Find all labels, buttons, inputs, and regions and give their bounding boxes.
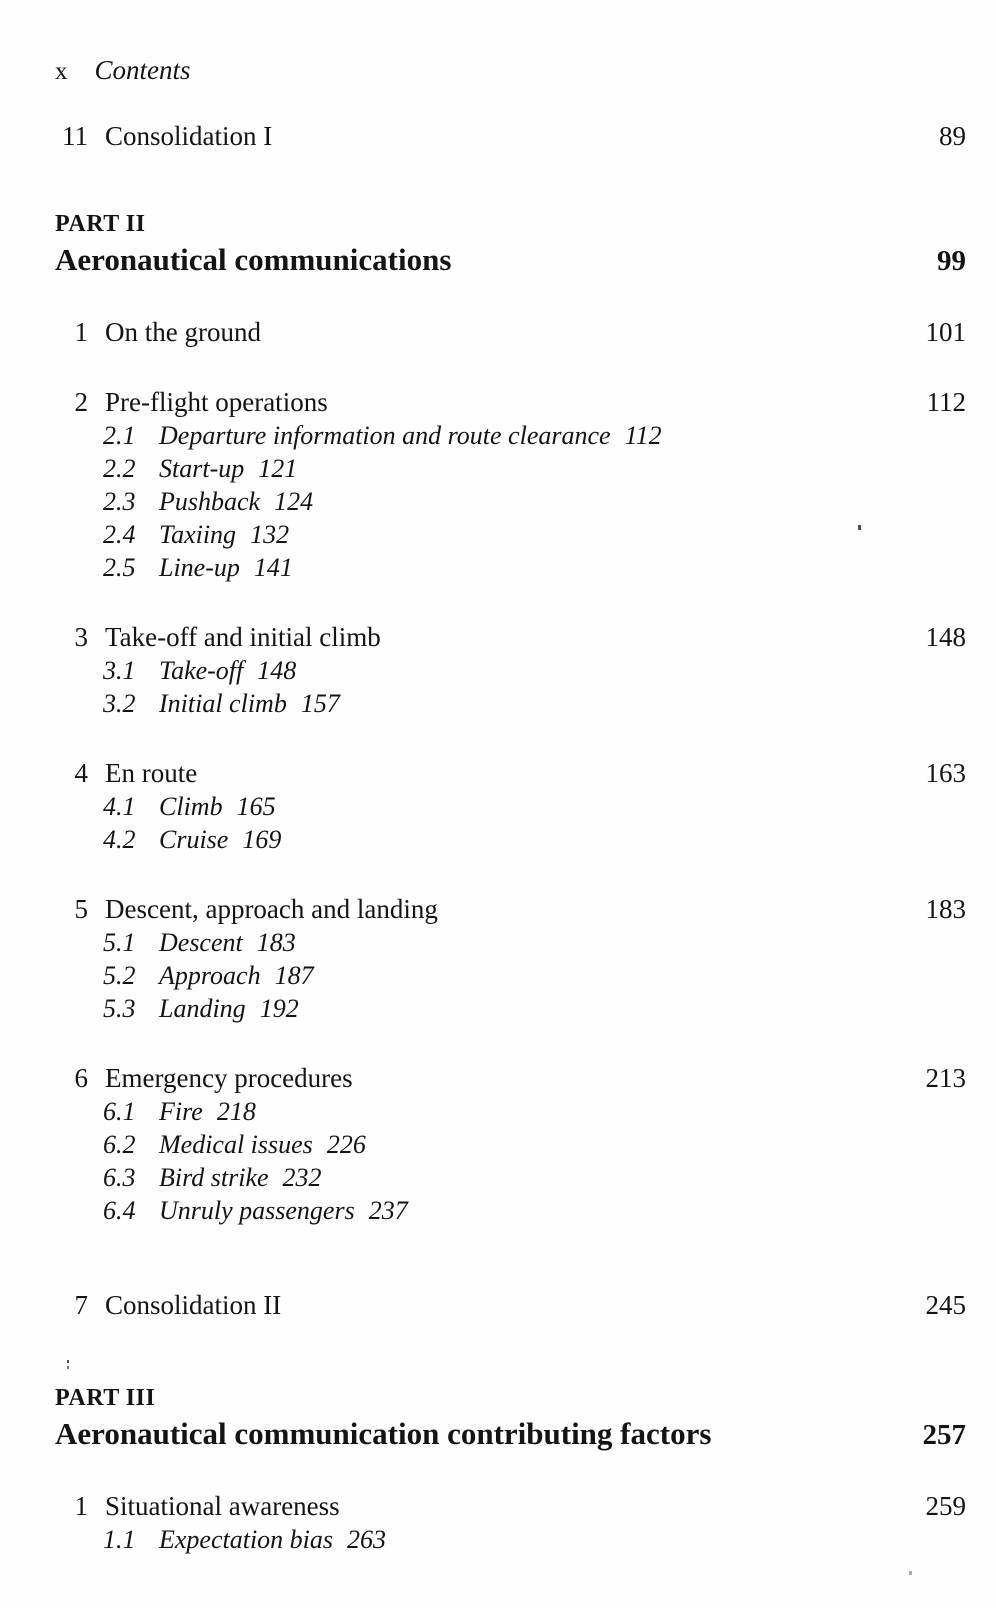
chapter-entry xyxy=(55,893,966,1025)
chapter-page-number: 112 xyxy=(926,387,966,417)
part-label: PART II xyxy=(55,211,146,237)
chapter-row xyxy=(55,893,966,926)
chapter-title: On the ground xyxy=(105,317,261,347)
subsection-page-number: 192 xyxy=(259,994,299,1023)
subsection-entry xyxy=(55,654,966,687)
chapter-entry xyxy=(55,1062,966,1227)
subsection-entry xyxy=(55,1095,966,1128)
chapter-page-number: 213 xyxy=(925,1063,966,1093)
subsection-page-number: 218 xyxy=(216,1097,256,1126)
chapter-entry xyxy=(55,1490,966,1556)
chapter-page-number: 183 xyxy=(925,894,966,924)
subsection-number: 6.1 xyxy=(103,1097,136,1126)
subsection-title: Pushback xyxy=(159,487,261,516)
subsection-page-number: 148 xyxy=(257,656,297,685)
subsection-title: Climb xyxy=(159,792,223,821)
running-header-title: Contents xyxy=(94,55,191,85)
chapter-row xyxy=(55,1490,966,1523)
subsection-title: Medical issues xyxy=(159,1130,313,1159)
subsection-entry xyxy=(55,687,966,720)
subsection-title: Line-up xyxy=(159,553,240,582)
subsection-page-number: 121 xyxy=(258,454,298,483)
subsection-page-number: 183 xyxy=(256,928,296,957)
chapter-title: Descent, approach and landing xyxy=(105,894,438,924)
chapter-title: Situational awareness xyxy=(105,1491,340,1521)
chapter-title: Consolidation II xyxy=(105,1290,282,1320)
subsection-entry xyxy=(55,1161,966,1194)
subsection-number: 4.2 xyxy=(103,825,136,854)
part-title: Aeronautical communication contributing factors xyxy=(55,1416,712,1451)
chapter-number: 1 xyxy=(74,317,88,347)
subsection-number: 5.2 xyxy=(103,961,136,990)
chapter-entry xyxy=(55,386,966,584)
subsection-entry xyxy=(55,551,966,584)
subsection-title: Take-off xyxy=(159,656,244,685)
chapter-page-number: 148 xyxy=(925,622,966,652)
subsection-number: 5.3 xyxy=(103,994,136,1023)
chapter-entry xyxy=(55,757,966,856)
chapter-number: 7 xyxy=(74,1290,88,1320)
chapter-title: Take-off and initial climb xyxy=(105,622,381,652)
chapter-row xyxy=(55,1062,966,1095)
part-title-row xyxy=(55,1416,966,1453)
subsection-title: Start-up xyxy=(159,454,245,483)
subsection-page-number: 157 xyxy=(300,689,340,718)
subsection-page-number: 263 xyxy=(347,1525,387,1554)
subsection-number: 2.1 xyxy=(103,421,136,450)
part-entry xyxy=(55,1384,966,1453)
subsection-number: 2.5 xyxy=(103,553,136,582)
subsection-title: Fire xyxy=(159,1097,203,1126)
subsection-page-number: 237 xyxy=(368,1196,408,1225)
scan-speck xyxy=(67,1360,69,1363)
subsection-number: 3.1 xyxy=(103,656,136,685)
subsection-number: 1.1 xyxy=(103,1525,136,1554)
part-title-row xyxy=(55,242,966,279)
subsection-page-number: 187 xyxy=(274,961,314,990)
subsection-number: 6.4 xyxy=(103,1196,136,1225)
chapter-entry xyxy=(55,120,966,153)
subsection-entry xyxy=(55,1523,966,1556)
subsection-number: 6.2 xyxy=(103,1130,136,1159)
subsection-title: Landing xyxy=(159,994,246,1023)
chapter-row xyxy=(55,316,966,349)
chapter-number: 11 xyxy=(62,121,88,151)
subsection-entry xyxy=(55,926,966,959)
chapter-entry xyxy=(55,621,966,720)
part-page-number: 99 xyxy=(937,245,966,277)
table-of-contents xyxy=(55,120,966,1556)
subsection-number: 3.2 xyxy=(103,689,136,718)
folio-page-number: x xyxy=(55,58,68,85)
chapter-page-number: 245 xyxy=(925,1290,966,1320)
chapter-entry xyxy=(55,1289,966,1322)
chapter-page-number: 89 xyxy=(939,121,966,151)
subsection-entry xyxy=(55,419,966,452)
part-page-number: 257 xyxy=(922,1419,966,1451)
subsection-title: Departure information and route clearance xyxy=(159,421,611,450)
chapter-number: 5 xyxy=(74,894,88,924)
chapter-row xyxy=(55,757,966,790)
running-header xyxy=(55,53,966,89)
subsection-page-number: 112 xyxy=(624,421,662,450)
subsection-page-number: 132 xyxy=(250,520,290,549)
subsection-title: Approach xyxy=(159,961,261,990)
subsection-number: 4.1 xyxy=(103,792,136,821)
chapter-title: Emergency procedures xyxy=(105,1063,353,1093)
subsection-entry xyxy=(55,992,966,1025)
subsection-page-number: 226 xyxy=(326,1130,366,1159)
part-entry xyxy=(55,210,966,279)
subsection-number: 2.2 xyxy=(103,454,136,483)
subsection-title: Initial climb xyxy=(159,689,287,718)
chapter-title: En route xyxy=(105,758,198,788)
chapter-number: 1 xyxy=(74,1491,88,1521)
chapter-number: 6 xyxy=(74,1063,88,1093)
subsection-page-number: 232 xyxy=(282,1163,322,1192)
chapter-page-number: 259 xyxy=(925,1491,966,1521)
chapter-row xyxy=(55,621,966,654)
subsection-entry xyxy=(55,485,966,518)
scan-speck xyxy=(858,525,861,530)
chapter-title: Consolidation I xyxy=(105,121,273,151)
chapter-number: 2 xyxy=(74,387,88,417)
chapter-page-number: 101 xyxy=(925,317,966,347)
scan-speck xyxy=(909,1571,912,1575)
subsection-entry xyxy=(55,1128,966,1161)
subsection-number: 2.4 xyxy=(103,520,136,549)
subsection-entry xyxy=(55,452,966,485)
subsection-title: Expectation bias xyxy=(159,1525,334,1554)
subsection-entry xyxy=(55,823,966,856)
chapter-number: 4 xyxy=(74,758,88,788)
subsection-page-number: 124 xyxy=(274,487,314,516)
subsection-number: 5.1 xyxy=(103,928,136,957)
chapter-number: 3 xyxy=(74,622,88,652)
chapter-title: Pre-flight operations xyxy=(105,387,328,417)
subsection-title: Bird strike xyxy=(159,1163,269,1192)
subsection-entry xyxy=(55,790,966,823)
part-title: Aeronautical communications xyxy=(55,242,452,277)
chapter-row xyxy=(55,386,966,419)
subsection-number: 2.3 xyxy=(103,487,136,516)
chapter-row xyxy=(55,120,966,153)
subsection-title: Taxiing xyxy=(159,520,237,549)
subsection-page-number: 141 xyxy=(253,553,293,582)
subsection-page-number: 165 xyxy=(236,792,276,821)
subsection-entry xyxy=(55,518,966,551)
subsection-title: Cruise xyxy=(159,825,229,854)
chapter-page-number: 163 xyxy=(925,758,966,788)
part-label: PART III xyxy=(55,1385,156,1411)
subsection-title: Unruly passengers xyxy=(159,1196,355,1225)
subsection-page-number: 169 xyxy=(242,825,282,854)
subsection-entry xyxy=(55,1194,966,1227)
chapter-entry xyxy=(55,316,966,349)
subsection-entry xyxy=(55,959,966,992)
subsection-title: Descent xyxy=(159,928,243,957)
subsection-number: 6.3 xyxy=(103,1163,136,1192)
chapter-row xyxy=(55,1289,966,1322)
